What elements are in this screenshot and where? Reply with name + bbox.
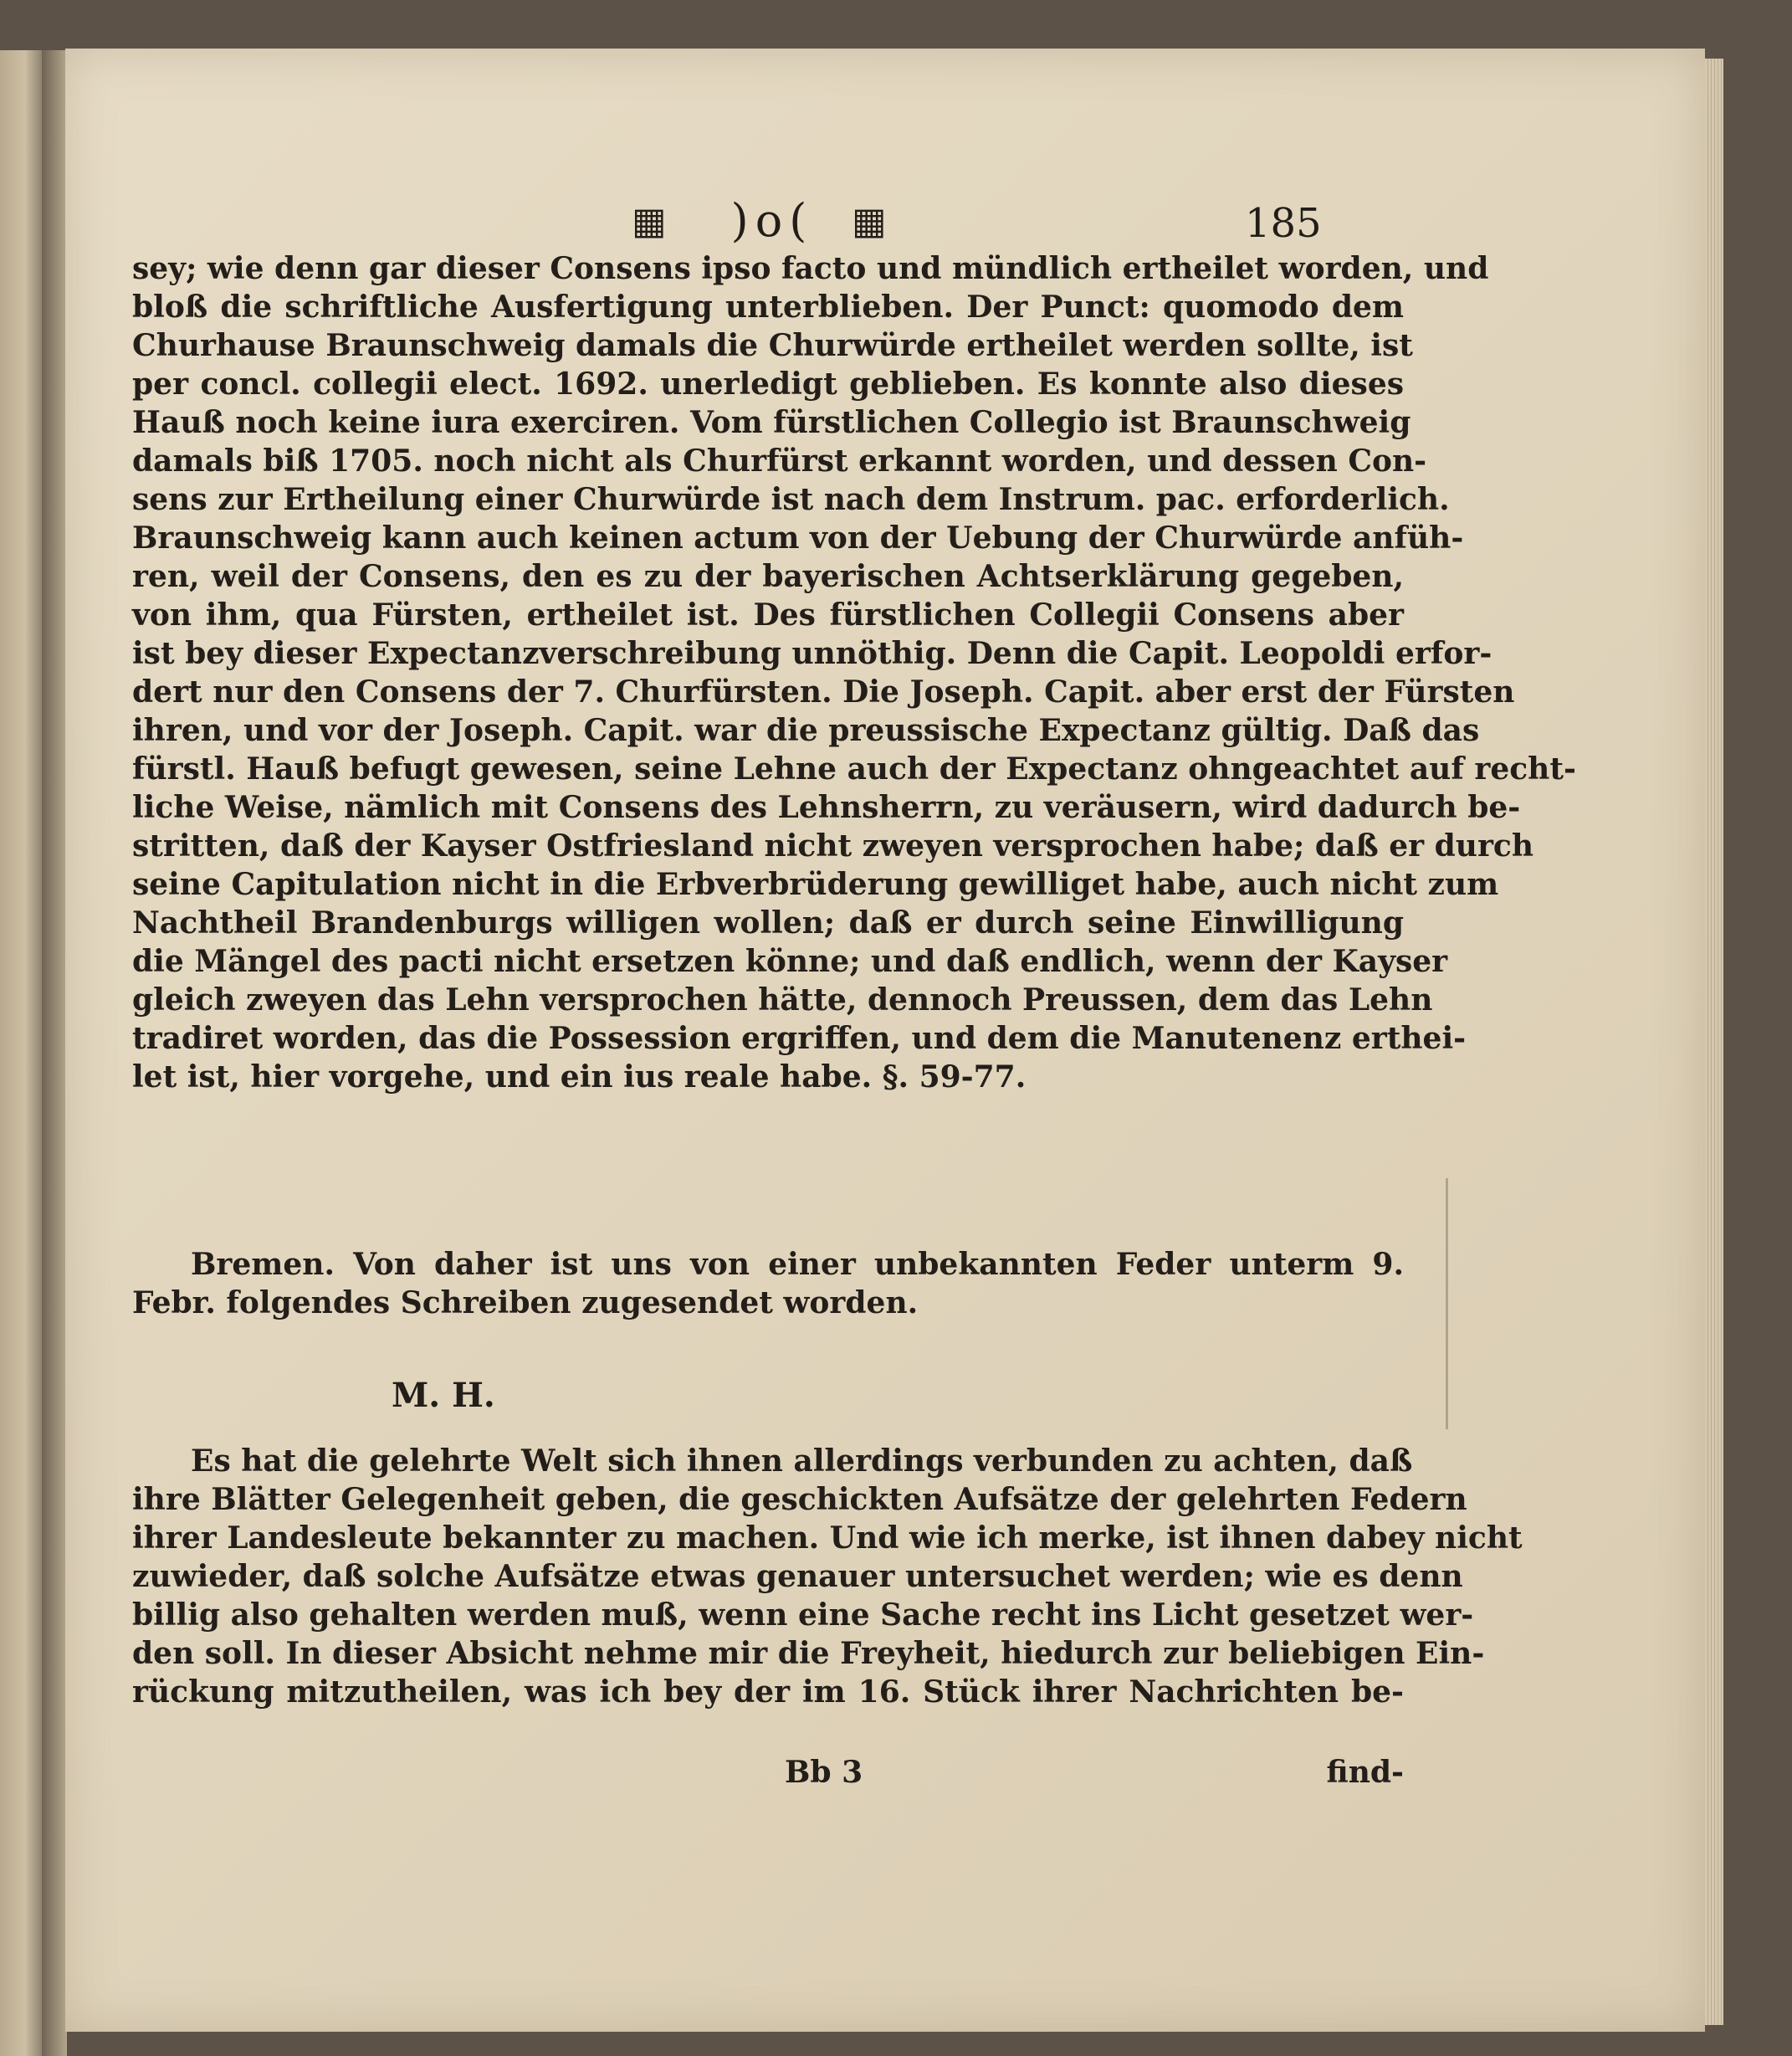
text-line: zuwieder, daß solche Aufsätze etwas genauer untersuchet werden; wie es denn [132,1559,1463,1594]
text-line: ren, weil der Consens, den es zu der bayerischen Achtserklärung gegeben, [132,559,1404,594]
text-line: Nachtheil Brandenburgs willigen wollen; daß er durch seine Einwilligung [132,905,1404,941]
bremen-paragraph [132,1245,1404,1322]
page-number: 185 [1245,200,1322,247]
text-line: billig also gehalten werden muß, wenn eine Sache recht ins Licht gesetzet wer- [132,1597,1474,1633]
text-line: gleich zweyen das Lehn versprochen hätte, dennoch Preussen, dem das Lehn [132,982,1433,1018]
text-line: liche Weise, nämlich mit Consens des Lehnsherrn, zu veräusern, wird dadurch be- [132,790,1521,825]
text-line: let ist, hier vorgehe, und ein ius reale habe. §. 59-77. [132,1059,1027,1095]
text-line: von ihm, qua Fürsten, ertheilet ist. Des fürstlichen Collegii Consens aber [132,597,1404,633]
running-header [65,195,1705,254]
text-line: Braunschweig kann auch keinen actum von der Uebung der Churwürde anfüh- [132,520,1464,556]
page-footer [132,1751,1404,1793]
text-line: bloß die schriftliche Ausfertigung unterblieben. Der Punct: quomodo dem [132,290,1404,325]
text-line: fürstl. Hauß befugt gewesen, seine Lehne auch der Expectanz ohngeachtet auf recht- [132,751,1576,787]
header-mark: )o( [730,194,814,247]
left-page-edge [0,50,42,2056]
text-line: ihren, und vor der Joseph. Capit. war die preussische Expectanz gültig. Daß das [132,713,1480,748]
pencil-margin-line [1446,1178,1448,1429]
text-line: tradiret worden, das die Possession ergriffen, und dem die Manutenenz erthei- [132,1021,1467,1056]
text-line: per concl. collegii elect. 1692. unerledigt geblieben. Es konnte also dieses [132,367,1404,402]
letter-paragraph [132,1442,1523,1711]
text-line: Bremen. Von daher ist uns von einer unbekannten Feder unterm 9. [191,1247,1404,1282]
text-line: ist bey dieser Expectanzverschreibung unnöthig. Denn die Capit. Leopoldi erfor- [132,636,1492,671]
catchword: find- [1326,1755,1404,1790]
text-line: sey; wie denn gar dieser Consens ipso facto und mündlich ertheilet worden, und [132,251,1489,286]
text-line: Hauß noch keine iura exerciren. Vom fürstlichen Collegio ist Braunschweig [132,405,1411,440]
text-line: Churhause Braunschweig damals die Churwürde ertheilet werden sollte, ist [132,328,1413,363]
text-line: Febr. folgendes Schreiben zugesendet worden. [132,1285,919,1320]
text-line: sens zur Ertheilung einer Churwürde ist nach dem Instrum. pac. erforderlich. [132,482,1450,517]
text-line: den soll. In dieser Absicht nehme mir die Freyheit, hiedurch zur beliebigen Ein- [132,1636,1485,1671]
text-line: ihrer Landesleute bekannter zu machen. Und wie ich merke, ist ihnen dabey nicht [132,1520,1523,1556]
text-line: damals biß 1705. noch nicht als Churfürst erkannt worden, und dessen Con- [132,444,1427,479]
letter-salutation: M. H. [392,1376,495,1415]
left-ornament-icon: ▦ [632,200,667,243]
text-line: stritten, daß der Kayser Ostfriesland nicht zweyen versprochen habe; daß er durch [132,828,1534,864]
text-line: rückung mitzutheilen, was ich bey der im 16. Stück ihrer Nachrichten be- [132,1674,1404,1710]
signature-mark: Bb 3 [785,1755,863,1790]
text-line: dert nur den Consens der 7. Churfürsten. Die Joseph. Capit. aber erst der Fürsten [132,674,1515,710]
text-line: Es hat die gelehrte Welt sich ihnen allerdings verbunden zu achten, daß [191,1443,1413,1479]
book-page [65,49,1705,2032]
book-gutter [42,50,67,2056]
text-line: ihre Blätter Gelegenheit geben, die geschickten Aufsätze der gelehrten Federn [132,1482,1467,1517]
text-line: die Mängel des pacti nicht ersetzen könne; und daß endlich, wenn der Kayser [132,944,1448,979]
right-ornament-icon: ▦ [852,200,887,243]
main-paragraph [132,249,1576,1096]
text-line: seine Capitulation nicht in die Erbverbrüderung gewilliget habe, auch nicht zum [132,867,1499,902]
